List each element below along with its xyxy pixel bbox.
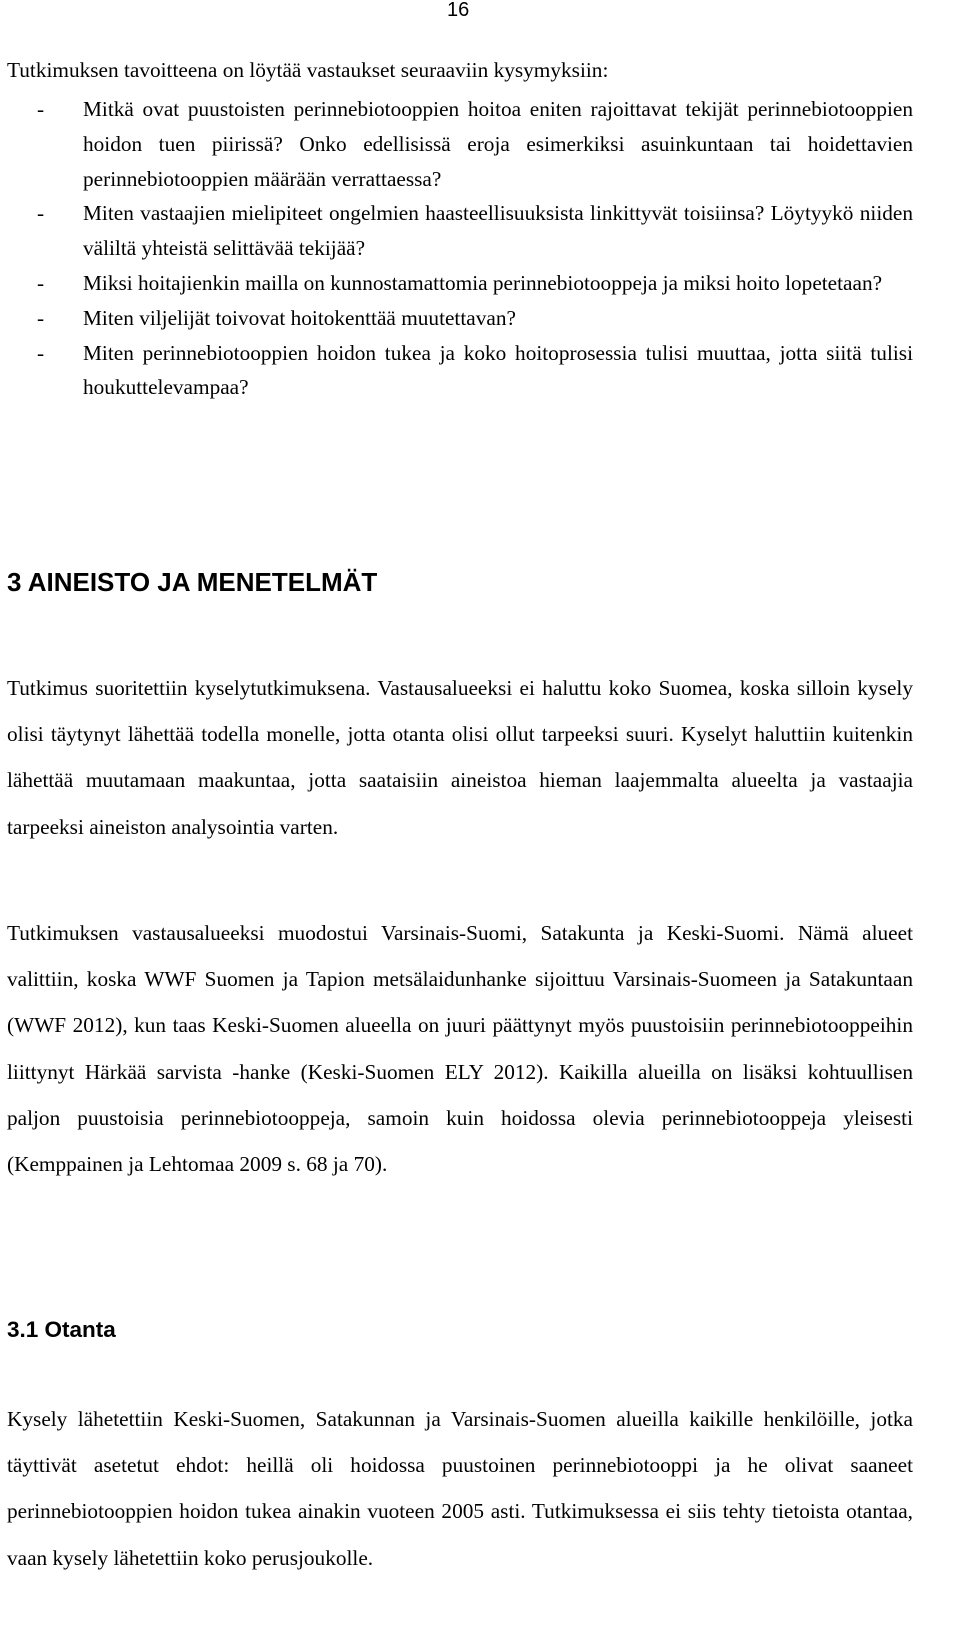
section-3-paragraph-1: Tutkimus suoritettiin kyselytutkimuksena. Vastausalueeksi ei haluttu koko Suomea, koska silloin kysely olisi täytynyt lähettää todella monelle, jotta otanta olisi ollut tarpeeksi suuri. Kyselyt haluttiin kuitenkin lähettää muutamaan maakuntaa, jotta saataisiin aineistoa hieman laajemmalta alueelta ja vastaajia tarpeeksi aineiston analysointia varten. xyxy=(7,676,913,839)
list-item xyxy=(7,301,913,336)
page-number: 16 xyxy=(447,0,470,21)
question-text: Miten vastaajien mielipiteet ongelmien haasteellisuuksista linkittyvät toisiinsa? Löytyykö niiden väliltä yhteistä selittävää tekijää? xyxy=(83,201,913,261)
research-questions-list xyxy=(7,92,913,405)
section-3-heading: 3 AINEISTO JA MENETELMÄT xyxy=(7,567,378,597)
list-item xyxy=(7,92,913,196)
dash-bullet: - xyxy=(37,340,45,365)
intro-text: Tutkimuksen tavoitteena on löytää vastaukset seuraaviin kysymyksiin: xyxy=(7,58,609,82)
section-3-1-paragraph-1: Kysely lähetettiin Keski-Suomen, Satakunnan ja Varsinais-Suomen alueilla kaikille henkilöille, jotka täyttivät asetetut ehdot: heillä oli hoidossa puustoinen perinnebiotooppi ja he olivat saaneet perinnebiotooppien hoidon tukea ainakin vuoteen 2005 asti. Tutkimuksessa ei siis tehty tietoista otantaa, vaan kysely lähetettiin koko perusjoukolle. xyxy=(7,1407,913,1570)
question-text: Miten viljelijät toivovat hoitokenttää muutettavan? xyxy=(83,305,516,330)
dash-bullet: - xyxy=(37,270,45,295)
question-text: Miksi hoitajienkin mailla on kunnostamattomia perinnebiotooppeja ja miksi hoito lopetetaan? xyxy=(83,270,883,295)
page-content xyxy=(7,52,913,405)
list-item xyxy=(7,196,913,266)
dash-bullet: - xyxy=(37,97,45,121)
list-item xyxy=(7,266,913,301)
dash-bullet: - xyxy=(37,201,45,226)
section-3-paragraph-2: Tutkimuksen vastausalueeksi muodostui Varsinais-Suomi, Satakunta ja Keski-Suomi. Nämä alueet valittiin, koska WWF Suomen ja Tapion metsälaidunhanke sijoittuu Varsinais-Suomeen ja Satakuntaan (WWF 2012), kun taas Keski-Suomen alueella on juuri päättynyt myös puustoisiin perinnebiotooppeihin liittynyt Härkää sarvista -hanke (Keski-Suomen ELY 2012). Kaikilla alueilla on lisäksi kohtuullisen paljon puustoisia perinnebiotooppeja, samoin kuin hoidossa olevia perinnebiotooppeja yleisesti (Kemppainen ja Lehtomaa 2009 s. 68 ja 70). xyxy=(7,921,913,1177)
question-text: Mitkä ovat puustoisten perinnebiotooppien hoitoa eniten rajoittavat tekijät perinnebiotooppien hoidon tuen piirissä? Onko edellisissä eroja esimerkiksi asuinkuntaan tai hoidettavien perinnebiotooppien määrään verrattaessa? xyxy=(83,97,913,191)
dash-bullet: - xyxy=(37,305,45,330)
section-3-1-heading: 3.1 Otanta xyxy=(7,1317,116,1342)
list-item xyxy=(7,336,913,406)
question-text: Miten perinnebiotooppien hoidon tukea ja koko hoitoprosessia tulisi muuttaa, jotta siitä tulisi houkuttelevampaa? xyxy=(83,340,913,400)
